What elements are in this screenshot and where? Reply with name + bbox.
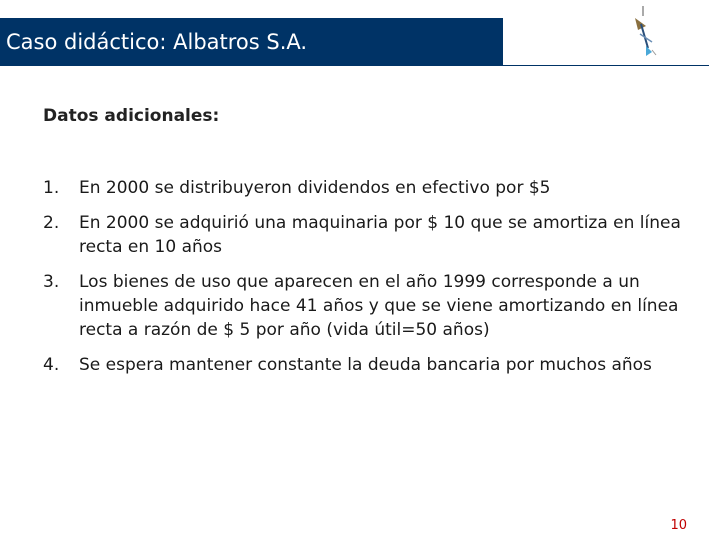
list-item-number: 3. xyxy=(43,272,60,292)
list-item-number: 4. xyxy=(43,355,60,375)
list-item-text: Los bienes de uso que aparecen en el año 1999 corresponde a un inmueble adquirido hace 41 años y que se viene amortizando en línea recta a razón de $ 5 por año (vida útil=50 años) xyxy=(79,272,679,340)
list-item xyxy=(43,270,683,342)
slide-title: Caso didáctico: Albatros S.A. xyxy=(0,18,503,66)
list-item xyxy=(43,211,683,259)
compass-logo-icon xyxy=(626,4,666,60)
list-item-text: Se espera mantener constante la deuda bancaria por muchos años xyxy=(79,355,652,375)
page-number: 10 xyxy=(670,518,687,533)
list-item xyxy=(43,353,683,377)
additional-data-list xyxy=(43,176,683,388)
list-item xyxy=(43,176,683,200)
list-item-text: En 2000 se distribuyeron dividendos en efectivo por $5 xyxy=(79,178,551,198)
list-item-number: 2. xyxy=(43,213,60,233)
subheading: Datos adicionales: xyxy=(43,106,220,126)
list-item-text: En 2000 se adquirió una maquinaria por $ 10 que se amortiza en línea recta en 10 años xyxy=(79,213,681,257)
header-rule xyxy=(503,65,709,66)
list-item-number: 1. xyxy=(43,178,60,198)
